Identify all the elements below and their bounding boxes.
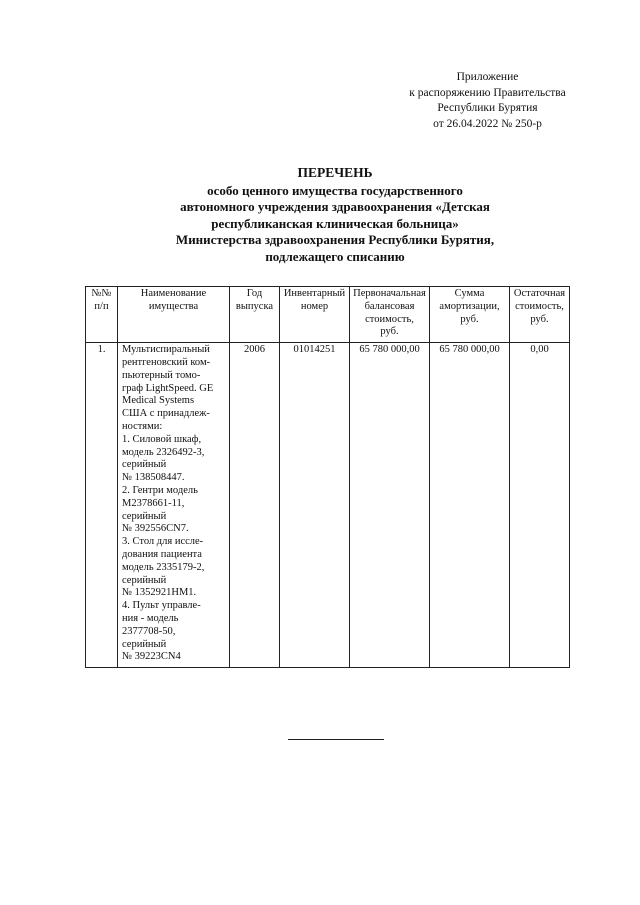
header-text: №№	[91, 288, 112, 299]
header-year	[230, 287, 280, 343]
asset-table	[85, 286, 570, 668]
header-text: Наименование	[140, 288, 207, 299]
name-line: Medical Systems	[122, 395, 195, 407]
header-text: руб.	[530, 313, 549, 325]
header-initial-cost	[350, 287, 430, 343]
name-line: 2. Гентри модель	[122, 484, 198, 496]
cell-residual: 0,00	[510, 343, 570, 668]
cell-num: 1.	[86, 343, 118, 668]
header-text: номер	[300, 300, 329, 312]
name-line: 2377708-50,	[122, 625, 176, 637]
title-line: Министерства здравоохранения Республики Бурятия,	[175, 232, 495, 247]
name-line: № 138508447.	[122, 472, 185, 484]
name-line: США с принадлеж-	[122, 408, 210, 420]
name-line: дования пациента	[122, 548, 202, 560]
header-amortization	[430, 287, 510, 343]
appendix-line: Республики Бурятия	[437, 102, 538, 114]
table-row	[86, 343, 570, 668]
header-text: стоимость,	[515, 300, 564, 312]
title-line: республиканская клиническая больница»	[211, 215, 459, 231]
name-line: Мультиспиральный	[122, 344, 210, 356]
name-line: № 392556CN7.	[122, 523, 189, 535]
name-line: пьютерный томо-	[122, 369, 201, 381]
header-text: амортизации,	[439, 300, 500, 312]
name-line: № 39223CN4	[122, 651, 181, 663]
cell-year: 2006	[230, 343, 280, 668]
appendix-line: к распоряжению Правительства	[409, 86, 566, 99]
name-line: 1. Силовой шкаф,	[122, 433, 202, 445]
cell-inventory: 01014251	[280, 343, 350, 668]
title-line: автономного учреждения здравоохранения «Детская	[180, 199, 490, 214]
header-text: п/п	[94, 300, 109, 312]
name-line: ностями:	[122, 420, 163, 432]
header-inventory	[280, 287, 350, 343]
name-line: серийный	[122, 510, 167, 522]
header-text: Год	[246, 288, 263, 299]
name-line: модель 2335179-2,	[122, 561, 205, 573]
name-line: M2378661-11,	[122, 497, 185, 509]
title-main: ПЕРЕЧЕНЬ	[297, 165, 373, 180]
name-line: модель 2326492-3,	[122, 446, 205, 458]
header-text: Инвентарный	[283, 288, 346, 299]
name-line: 3. Стол для иссле-	[122, 536, 204, 548]
cell-initial-cost: 65 780 000,00	[350, 343, 430, 668]
name-line: граф LightSpeed. GE	[122, 382, 214, 394]
header-text: балансовая	[364, 300, 415, 312]
document-title	[120, 165, 550, 265]
header-text: Первоначальная	[353, 288, 426, 299]
header-text: выпуска	[235, 300, 274, 312]
header-text: Сумма	[454, 288, 485, 299]
header-name	[118, 287, 230, 343]
name-line: 4. Пульт управле-	[122, 600, 201, 612]
header-text: Остаточная	[513, 288, 566, 299]
header-residual	[510, 287, 570, 343]
header-text: стоимость,	[365, 313, 414, 325]
appendix-line: Приложение	[456, 71, 519, 83]
appendix-block	[370, 70, 605, 132]
name-line: рентгеновский ком-	[122, 356, 211, 368]
title-line: подлежащего списанию	[265, 248, 405, 264]
header-text: руб.	[460, 313, 479, 325]
cell-amortization: 65 780 000,00	[430, 343, 510, 668]
name-line: серийный	[122, 574, 167, 586]
name-line: ния - модель	[122, 612, 179, 624]
header-text: имущества	[148, 300, 199, 312]
name-line: № 1352921HM1.	[122, 587, 197, 599]
table-header-row	[86, 287, 570, 343]
title-line: особо ценного имущества государственного	[207, 182, 463, 198]
appendix-date-line: от 26.04.2022 № 250-р	[433, 117, 542, 130]
name-line: серийный	[122, 638, 167, 650]
end-divider	[288, 739, 384, 740]
header-text: руб.	[380, 326, 399, 338]
header-num	[86, 287, 118, 343]
name-line: серийный	[122, 459, 167, 471]
cell-name	[118, 343, 230, 668]
